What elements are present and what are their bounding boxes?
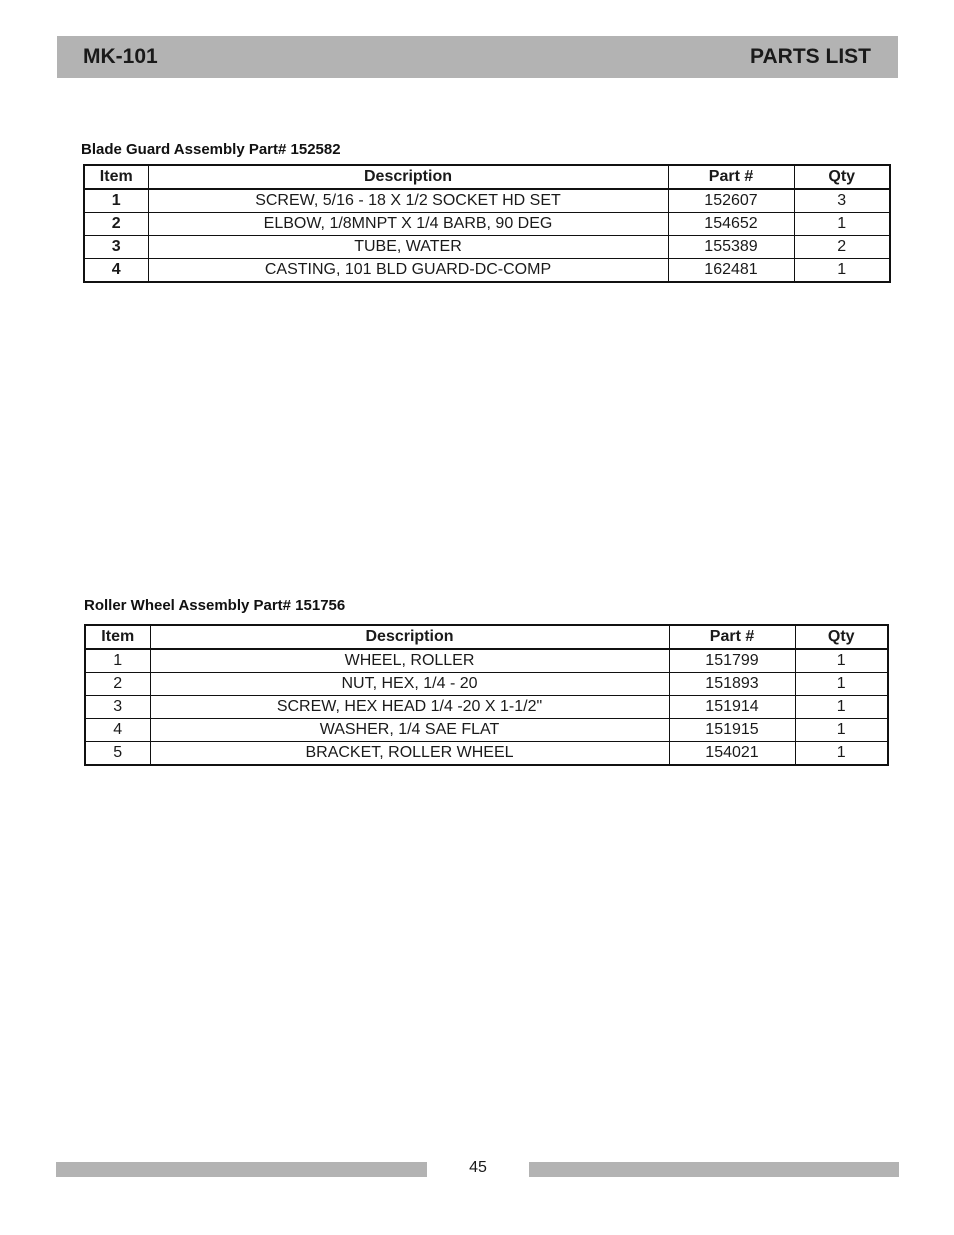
description-cell: WASHER, 1/4 SAE FLAT xyxy=(150,719,669,742)
qty-cell: 1 xyxy=(794,213,890,236)
column-header-item: Item xyxy=(85,625,150,649)
part-number-cell: 162481 xyxy=(668,259,794,283)
part-number-cell: 152607 xyxy=(668,189,794,213)
qty-cell: 2 xyxy=(794,236,890,259)
item-cell: 4 xyxy=(84,259,148,283)
qty-cell: 1 xyxy=(795,696,888,719)
item-cell: 3 xyxy=(84,236,148,259)
table-row xyxy=(85,696,888,719)
item-cell: 1 xyxy=(84,189,148,213)
blade-guard-title: Blade Guard Assembly Part# 152582 xyxy=(81,141,341,158)
column-header-part-number: Part # xyxy=(668,165,794,189)
column-header-description: Description xyxy=(148,165,668,189)
part-number-cell: 154652 xyxy=(668,213,794,236)
item-cell: 2 xyxy=(84,213,148,236)
column-header-part-number: Part # xyxy=(669,625,795,649)
qty-cell: 3 xyxy=(794,189,890,213)
description-cell: SCREW, HEX HEAD 1/4 -20 X 1-1/2" xyxy=(150,696,669,719)
footer-bar-left xyxy=(56,1162,427,1177)
description-cell: WHEEL, ROLLER xyxy=(150,649,669,673)
part-number-cell: 154021 xyxy=(669,742,795,766)
table-row xyxy=(84,189,890,213)
roller-wheel-title: Roller Wheel Assembly Part# 151756 xyxy=(84,597,346,614)
qty-cell: 1 xyxy=(795,649,888,673)
table-row xyxy=(85,673,888,696)
description-cell: SCREW, 5/16 - 18 X 1/2 SOCKET HD SET xyxy=(148,189,668,213)
item-cell: 1 xyxy=(85,649,150,673)
table-row xyxy=(84,236,890,259)
description-cell: TUBE, WATER xyxy=(148,236,668,259)
item-cell: 3 xyxy=(85,696,150,719)
page-number: 45 xyxy=(469,1159,487,1176)
qty-cell: 1 xyxy=(794,259,890,283)
table-row xyxy=(84,259,890,283)
table-header-row xyxy=(85,625,888,649)
table-row xyxy=(84,213,890,236)
column-header-item: Item xyxy=(84,165,148,189)
item-cell: 4 xyxy=(85,719,150,742)
part-number-cell: 151914 xyxy=(669,696,795,719)
column-header-qty: Qty xyxy=(795,625,888,649)
description-cell: BRACKET, ROLLER WHEEL xyxy=(150,742,669,766)
table-header-row xyxy=(84,165,890,189)
item-cell: 5 xyxy=(85,742,150,766)
roller-wheel-table xyxy=(84,624,889,766)
description-cell: NUT, HEX, 1/4 - 20 xyxy=(150,673,669,696)
table-row xyxy=(85,719,888,742)
part-number-cell: 151915 xyxy=(669,719,795,742)
table-row xyxy=(85,649,888,673)
description-cell: CASTING, 101 BLD GUARD-DC-COMP xyxy=(148,259,668,283)
part-number-cell: 151799 xyxy=(669,649,795,673)
qty-cell: 1 xyxy=(795,719,888,742)
column-header-description: Description xyxy=(150,625,669,649)
part-number-cell: 151893 xyxy=(669,673,795,696)
qty-cell: 1 xyxy=(795,673,888,696)
column-header-qty: Qty xyxy=(794,165,890,189)
footer-bar-right xyxy=(529,1162,899,1177)
description-cell: ELBOW, 1/8MNPT X 1/4 BARB, 90 DEG xyxy=(148,213,668,236)
qty-cell: 1 xyxy=(795,742,888,766)
blade-guard-table xyxy=(83,164,891,283)
part-number-cell: 155389 xyxy=(668,236,794,259)
table-row xyxy=(85,742,888,766)
item-cell: 2 xyxy=(85,673,150,696)
header-bar xyxy=(57,36,898,78)
page-title: PARTS LIST xyxy=(750,45,871,68)
model-name: MK-101 xyxy=(83,45,158,68)
